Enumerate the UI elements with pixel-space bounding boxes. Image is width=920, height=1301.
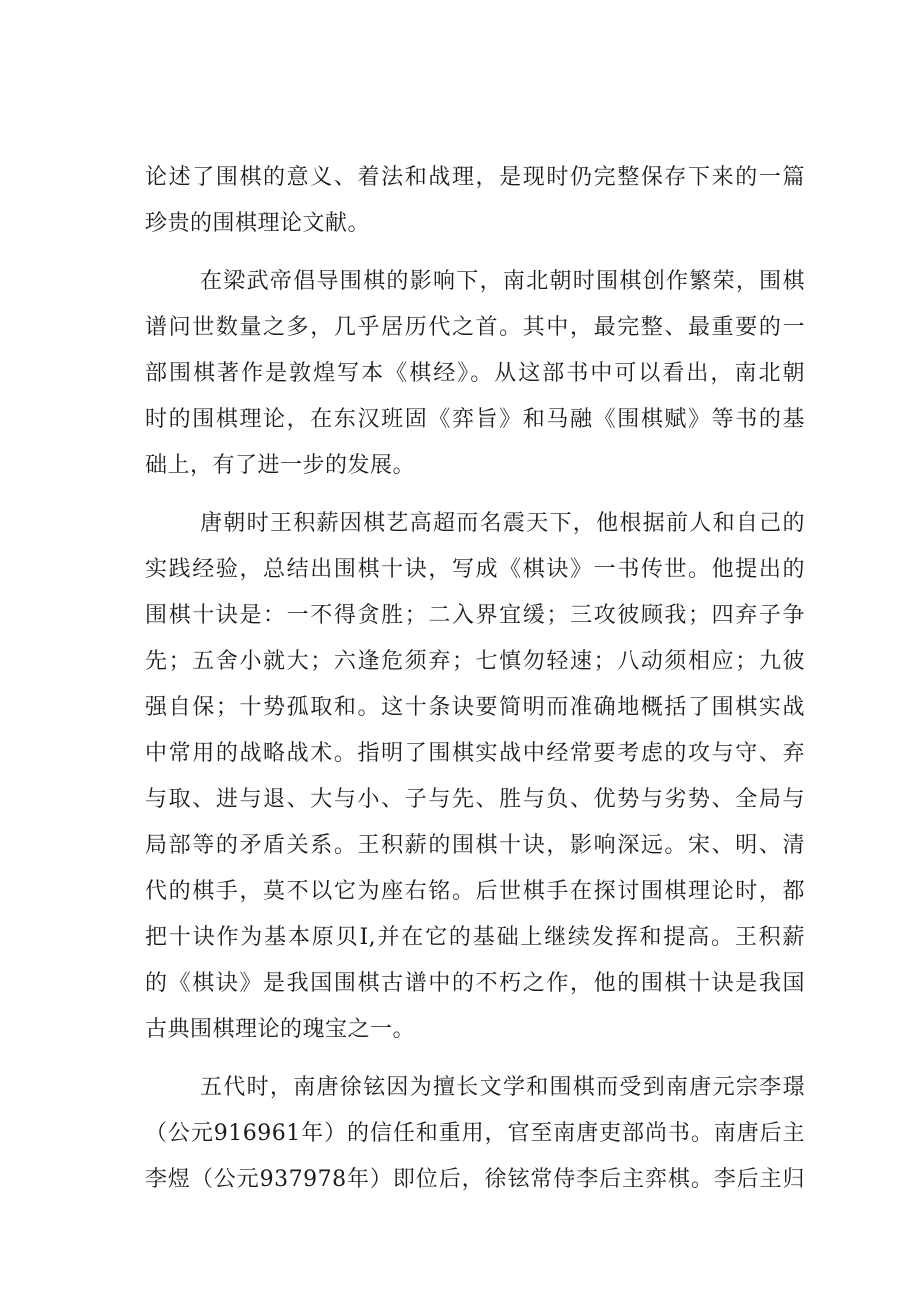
paragraph-4 [145, 1065, 805, 1203]
text-line: 古典围棋理论的瑰宝之一。 [145, 1017, 416, 1042]
text-line: 把十诀作为基本原贝I,并在它的基础上继续发挥和提高。王积薪 [145, 925, 805, 950]
text-line: 论述了围棋的意义、着法和战理，是现时仍完整保存下来的一篇 [145, 165, 805, 190]
text-line: 谱问世数量之多，几乎居历代之首。其中，最完整、最重要的一 [145, 315, 805, 340]
text-line: 在梁武帝倡导围棋的影响下，南北朝时围棋创作繁荣，围棋 [200, 269, 805, 294]
document-page [145, 155, 805, 1203]
text-line: 实践经验，总结出围棋十诀，写成《棋诀》一书传世。他提出的 [145, 557, 805, 582]
text-line: 时的围棋理论，在东汉班固《弈旨》和马融《围棋赋》等书的基 [145, 407, 805, 432]
text-line: 中常用的战略战术。指明了围棋实战中经常要考虑的攻与守、弃 [145, 741, 805, 766]
text-line: 与取、进与退、大与小、子与先、胜与负、优势与劣势、全局与 [145, 787, 805, 812]
text-line: 础上，有了进一步的发展。 [145, 453, 416, 478]
paragraph-2 [145, 259, 805, 489]
text-line: 五代时，南唐徐铉因为擅长文学和围棋而受到南唐元宗李璟 [200, 1075, 805, 1100]
text-line: 李煜（公元937978年）即位后，徐铉常侍李后主弈棋。李后主归 [145, 1167, 805, 1192]
text-line: 唐朝时王积薪因棋艺高超而名震天下，他根据前人和自己的 [200, 511, 805, 536]
text-line: 部围棋著作是敦煌写本《棋经》。从这部书中可以看出，南北朝 [145, 361, 805, 386]
paragraph-3 [145, 501, 805, 1053]
text-line: 先；五舍小就大；六逢危须弃；七慎勿轻速；八动须相应；九彼 [145, 649, 805, 674]
text-line: 的《棋诀》是我国围棋古谱中的不朽之作，他的围棋十诀是我国 [145, 971, 805, 996]
text-line: 代的棋手，莫不以它为座右铭。后世棋手在探讨围棋理论时，都 [145, 879, 805, 904]
text-line: （公元916961年）的信任和重用，官至南唐吏部尚书。南唐后主 [145, 1121, 805, 1146]
text-line: 围棋十诀是：一不得贪胜；二入界宜缓；三攻彼顾我；四弃子争 [145, 603, 805, 628]
text-line: 珍贵的围棋理论文献。 [145, 211, 371, 236]
text-line: 强自保；十势孤取和。这十条诀要简明而准确地概括了围棋实战 [145, 695, 805, 720]
paragraph-1 [145, 155, 805, 247]
text-line: 局部等的矛盾关系。王积薪的围棋十诀，影响深远。宋、明、清 [145, 833, 805, 858]
